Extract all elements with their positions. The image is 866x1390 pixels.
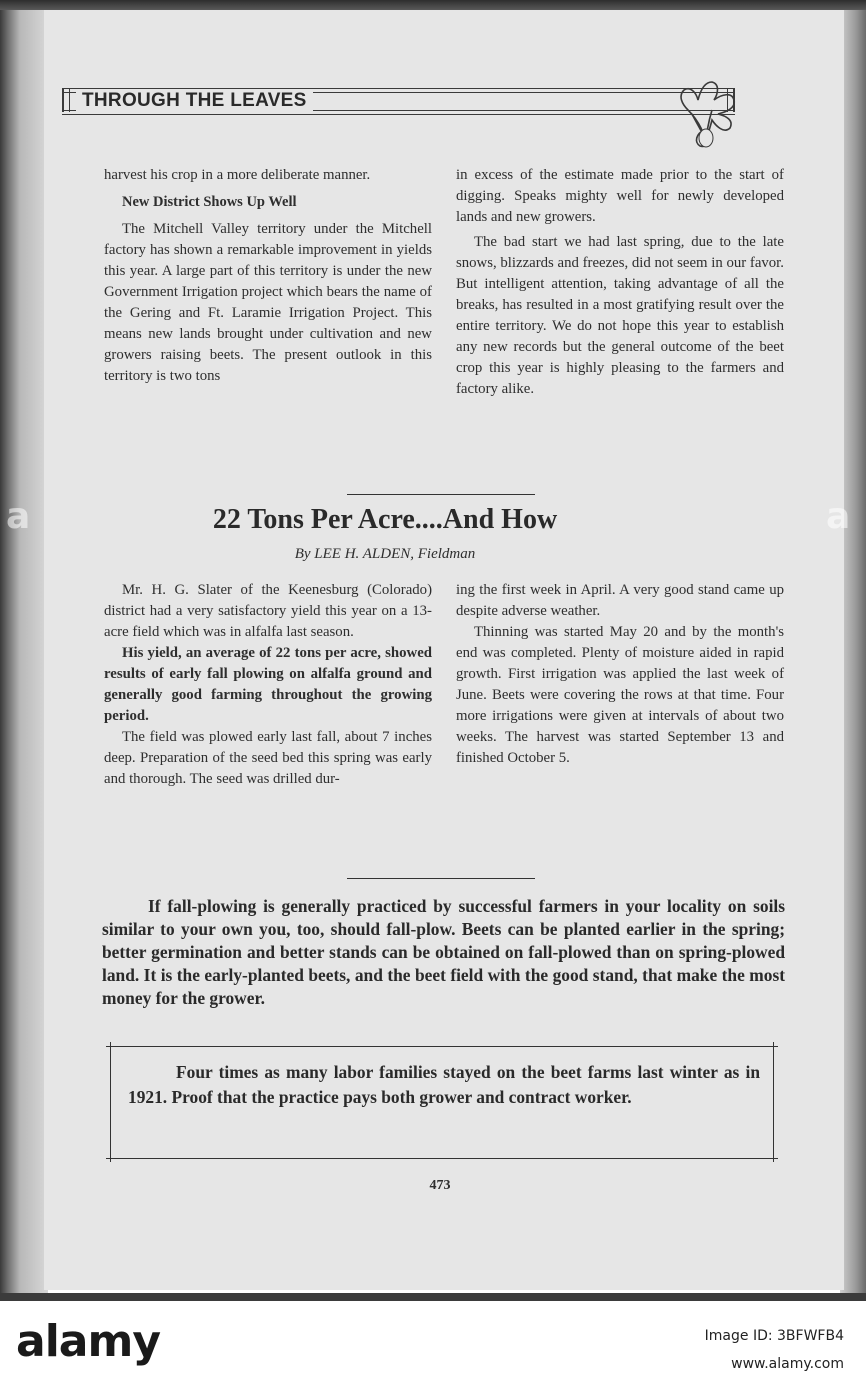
section-divider	[347, 494, 535, 495]
boxed-note-text: Four times as many labor families stayed on the beet farms last winter as in 1921. Proof that the practice pays both grower and contract worker.	[128, 1062, 760, 1107]
article-right-column	[456, 580, 784, 769]
subheading: New District Shows Up Well	[122, 194, 297, 210]
paragraph: ing the first week in April. A very good stand came up despite adverse weather.	[456, 582, 784, 619]
paragraph: in excess of the estimate made prior to the start of digging. Speaks mighty well for newly developed lands and new growers.	[456, 167, 784, 225]
paragraph: The Mitchell Valley territory under the Mitchell factory has shown a remarkable improvement in yields this year. A large part of this territory is under the new Government Irrigation project which bears the name of the Gering and Ft. Laramie Irrigation Project. This means new lands brought under cultivation and new growers raising beets. The present outlook in this territory is two tons	[104, 221, 432, 384]
page-number: 473	[429, 1178, 451, 1193]
paragraph: The bad start we had last spring, due to the late snows, blizzards and freezes, did not seem in our favor. But intelligent attention, taking advantage of all the breaks, has resulted in a most gratifying result over the entire territory. We do not hope this year to establish any new records but the general outcome of the beet crop this year is highly pleasing to the farmers and factory alike.	[456, 234, 784, 397]
section-header	[62, 86, 735, 116]
continued-article-right-column	[456, 165, 784, 400]
paragraph-emphasis: His yield, an average of 22 tons per acre, showed results of early fall plowing on alfalfa ground and generally good farming throughout the growing period.	[104, 645, 432, 724]
article-title: 22 Tons Per Acre....And How	[212, 504, 558, 535]
article-left-column	[104, 580, 432, 790]
watermark-image-id: Image ID: 3BFWFB4	[704, 1328, 844, 1344]
continued-article-left-column	[104, 165, 432, 387]
header-title: THROUGH THE LEAVES	[76, 90, 313, 112]
watermark-ghost-icon: a	[6, 496, 31, 537]
scan-bottom-edge	[0, 1293, 866, 1301]
paragraph: Mr. H. G. Slater of the Keenesburg (Colorado) district had a very satisfactory yield this year on a 13-acre field which was in alfalfa last season.	[104, 582, 432, 640]
watermark-logo: alamy	[16, 1316, 160, 1367]
beet-leaf-ornament-icon	[666, 70, 746, 150]
article-byline: By LEE H. ALDEN, Fieldman	[294, 546, 476, 562]
watermark-info	[705, 1322, 844, 1378]
section-divider	[347, 878, 535, 879]
watermark-site: www.alamy.com	[731, 1356, 844, 1372]
paragraph: The field was plowed early last fall, about 7 inches deep. Preparation of the seed bed this spring was early and thorough. The seed was drilled dur-	[104, 729, 432, 787]
fall-plowing-callout: If fall-plowing is generally practiced by successful farmers in your locality on soils similar to your own you, too, should fall-plow. Beets can be planted earlier in the spring; better germination and better stands can be obtained on fall-plowed than on spring-plowed land. It is the early-planted beets, and the beet field with the good stand, that make the most money for the grower.	[102, 896, 785, 1008]
watermark-ghost-icon: a	[826, 496, 851, 537]
book-spine-shadow	[0, 10, 48, 1295]
boxed-note	[106, 1042, 778, 1162]
paragraph: harvest his crop in a more deliberate manner.	[104, 167, 371, 183]
paragraph: Thinning was started May 20 and by the month's end was completed. Plenty of moisture aided in rapid growth. First irrigation was applied the last week of June. Beets were covering the rows at that time. Four more irrigations were given at intervals of about two weeks. The harvest was started September 13 and finished October 5.	[456, 624, 784, 766]
